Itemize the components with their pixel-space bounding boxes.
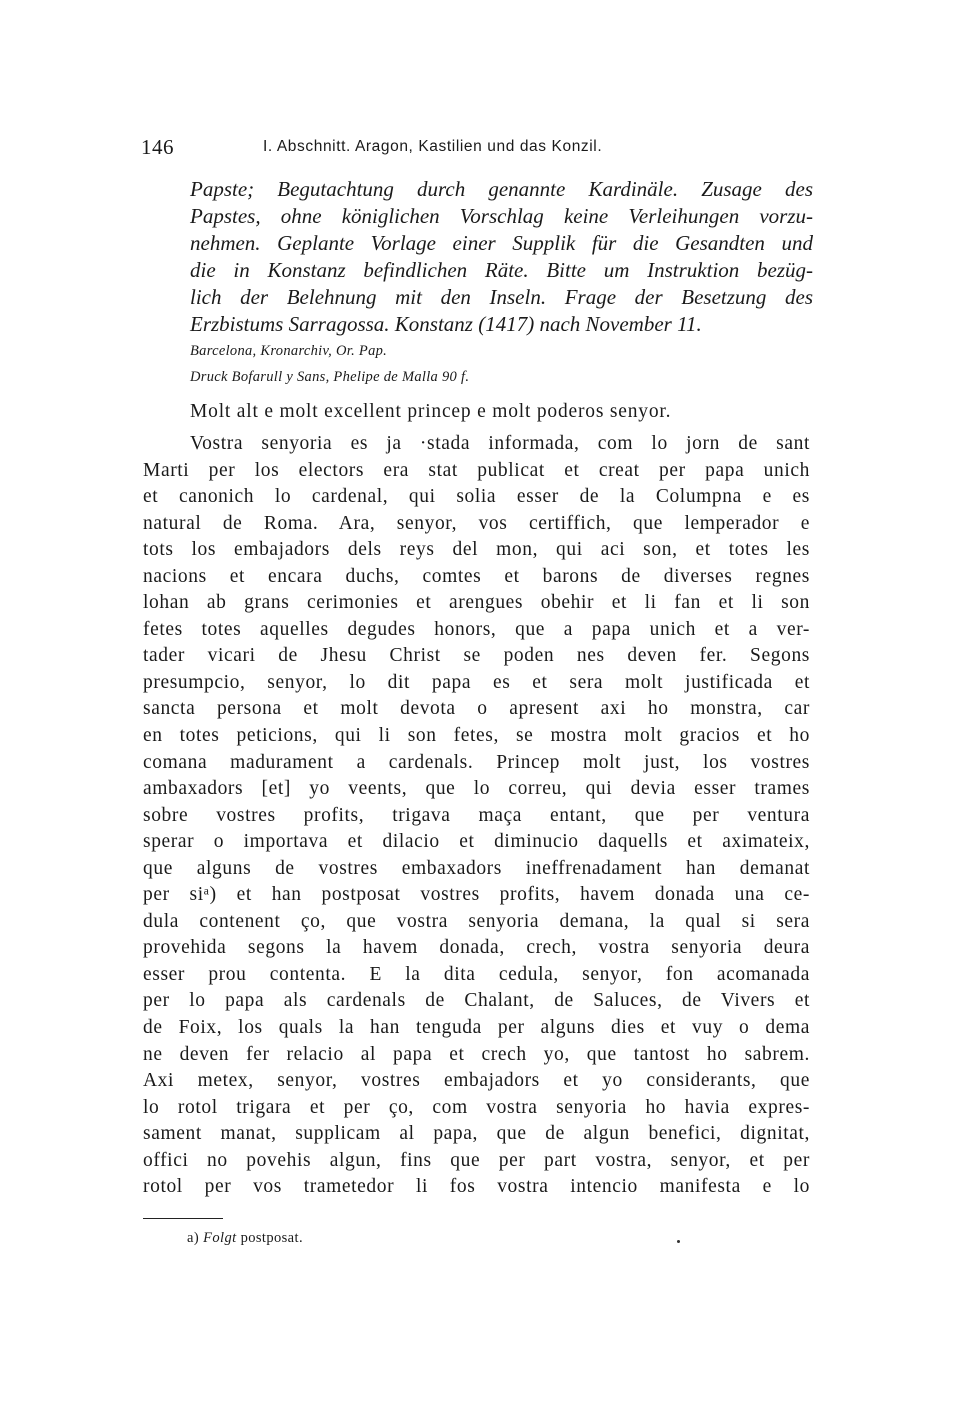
body-line: provehida segons la havem donada, crech, vostra senyoria deura: [143, 937, 810, 959]
footnote: [187, 1227, 303, 1249]
regest-summary: [190, 176, 813, 338]
body-line: sobre vostres profits, trigava maça entant, que per ventura: [143, 804, 810, 826]
regest-line: Papstes, ohne königlichen Vorschlag keine Verleihungen vorzu-: [190, 204, 813, 228]
body-line: Axi metex, senyor, vostres embajadors et yo considerants, que: [143, 1070, 810, 1092]
footnote-italic-word: Folgt: [203, 1230, 237, 1246]
body-line: tader vicari de Jhesu Christ se poden nes deven fer. Segons: [143, 645, 810, 667]
regest-line: Papste; Begutachtung durch genannte Kardinäle. Zusage des: [190, 177, 813, 201]
body-line: natural de Roma. Ara, senyor, vos certiffich, que lemperador e: [143, 512, 810, 534]
body-line: presumpcio, senyor, lo dit papa es et sera molt justificada et: [143, 671, 810, 693]
print-speck: [677, 1240, 680, 1243]
body-line: comana madurament a cardenals. Princep molt just, los vostres: [143, 751, 810, 773]
body-line: rotol per vos trametedor li fos vostra intencio manifesta e lo: [143, 1176, 810, 1198]
body-line: offici no povehis algun, fins que per part vostra, senyor, et per: [143, 1149, 810, 1171]
footnote-text: postposat.: [240, 1230, 303, 1246]
body-line: Marti per los electors era stat publicat et creat per papa unich: [143, 459, 810, 481]
body-line: lohan ab grans cerimonies et arengues obehir et li fan et li son: [143, 592, 810, 614]
footnote-label: a): [187, 1230, 200, 1246]
source-print: Druck Bofarull y Sans, Phelipe de Malla 90 f.: [190, 369, 470, 385]
body-line: tots los embajadors dels reys del mon, qui aci son, et totes les: [143, 539, 810, 561]
salutation: Molt alt e molt excellent princep e molt poderos senyor.: [190, 401, 672, 422]
running-title: I. Abschnitt. Aragon, Kastilien und das Konzil.: [263, 138, 603, 155]
body-line: fetes totes aquelles degudes honors, que a papa unich et a ver-: [143, 618, 810, 640]
body-line: lo rotol trigara et per ço, com vostra senyoria ho havia expres-: [143, 1096, 810, 1118]
footnote-divider: [143, 1218, 223, 1219]
body-line: en totes peticions, qui li son fetes, se mostra molt gracios et ho: [143, 725, 810, 747]
body-line: nacions et encara duchs, comtes et barons de diverses regnes: [143, 565, 810, 587]
body-line: sament manat, supplicam al papa, que de algun benefici, dignitat,: [143, 1123, 810, 1145]
body-line: sperar o importava et dilacio et diminucio daquells et aximateix,: [143, 831, 810, 853]
page-number: 146: [141, 135, 174, 159]
body-line: de Foix, los quals la han tenguda per alguns dies et vuy o dema: [143, 1017, 810, 1039]
body-line: per siᵃ) et han postposat vostres profits, havem donada una ce-: [143, 884, 810, 906]
body-line: Vostra senyoria es ja ·stada informada, com lo jorn de sant: [190, 433, 810, 454]
regest-line: nehmen. Geplante Vorlage einer Supplik für die Gesandten und: [190, 231, 813, 255]
body-line: que alguns de vostres embaxadors ineffrenadament han demanat: [143, 857, 810, 879]
regest-line: Erzbistums Sarragossa. Konstanz (1417) nach November 11.: [190, 312, 702, 336]
body-line: et canonich lo cardenal, qui solia esser de la Columpna e es: [143, 486, 810, 508]
body-line: sancta persona et molt devota o apresent axi ho monstra, car: [143, 698, 810, 720]
regest-line: lich der Belehnung mit den Inseln. Frage der Besetzung des: [190, 285, 813, 309]
body-line: ne deven fer relacio al papa et crech yo, que tantost ho sabrem.: [143, 1043, 810, 1065]
letter-body: [143, 431, 810, 1201]
body-line: esser prou contenta. E la dita cedula, senyor, fon acomanada: [143, 963, 810, 985]
body-line: ambaxadors [et] yo veents, que lo correu, qui devia esser trames: [143, 778, 810, 800]
running-head: [141, 132, 821, 162]
body-line: dula contenent ço, que vostra senyoria demana, la qual si sera: [143, 910, 810, 932]
regest-line: die in Konstanz befindlichen Räte. Bitte um Instruktion bezüg-: [190, 258, 813, 282]
body-line: per lo papa als cardenals de Chalant, de Saluces, de Vivers et: [143, 990, 810, 1012]
source-archive: Barcelona, Kronarchiv, Or. Pap.: [190, 343, 388, 359]
